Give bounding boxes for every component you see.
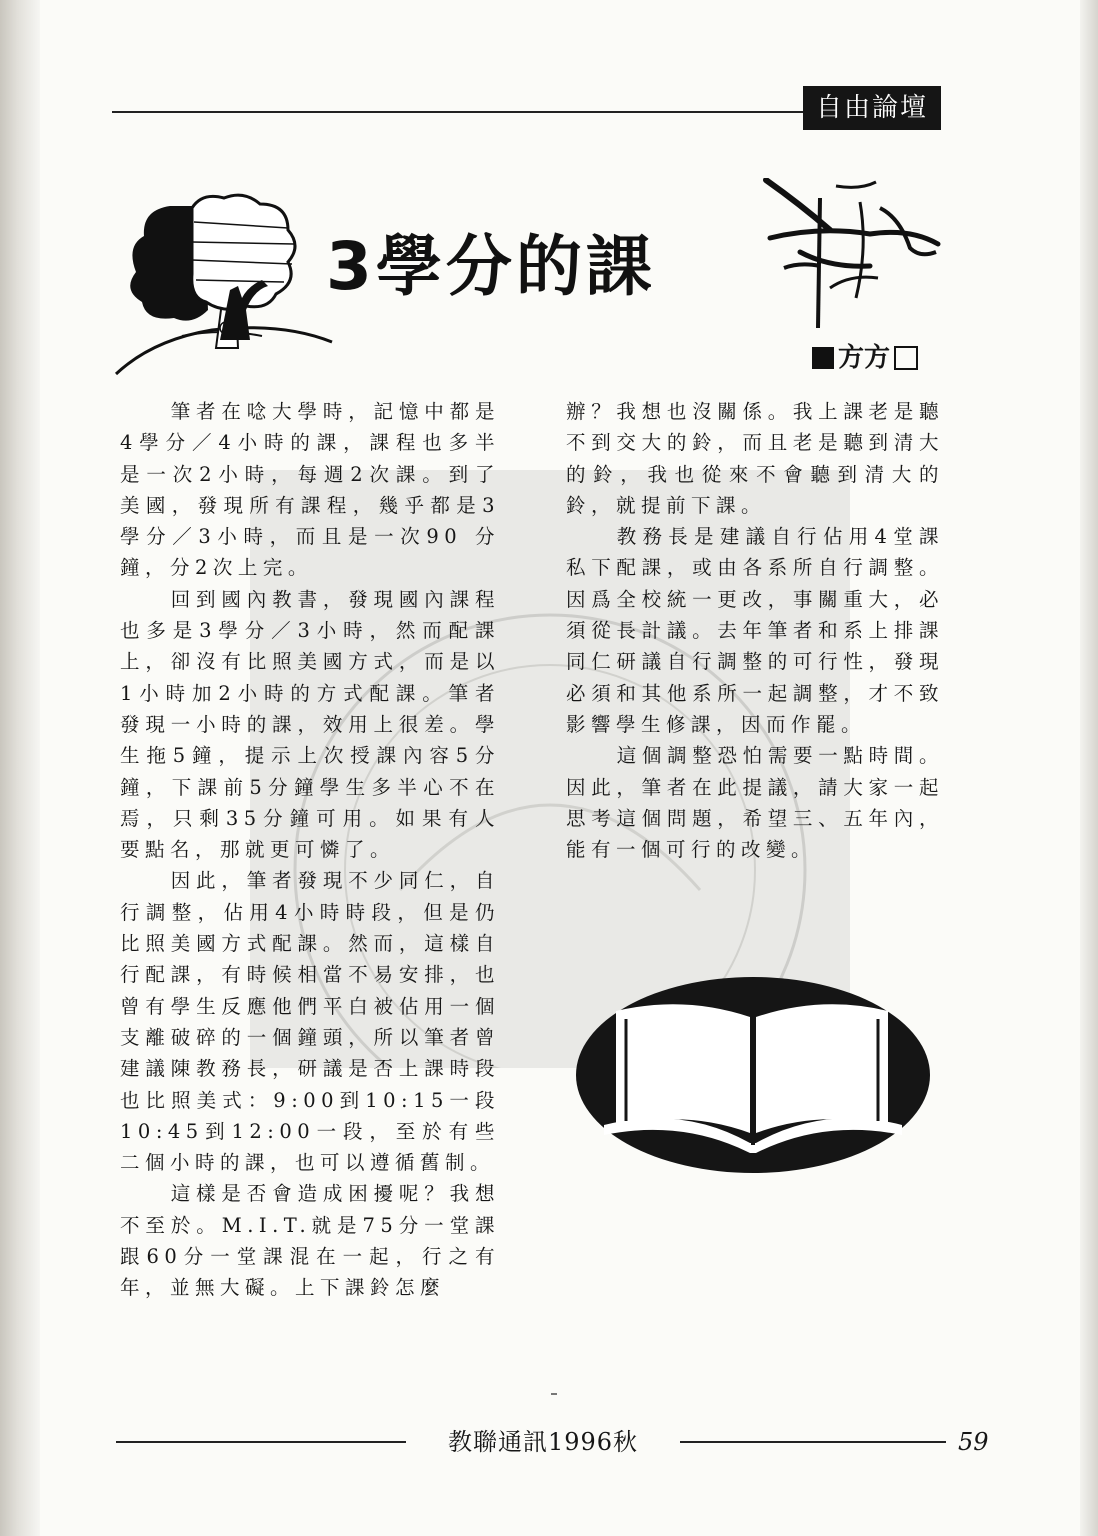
article-title: 3學分的課 (326, 228, 656, 305)
paragraph: 這個調整恐怕需要一點時間。因此，筆者在此提議，請大家一起思考這個問題，希望三、五年內，能有一個可行的改變。 (566, 744, 944, 862)
article-column-left (120, 396, 500, 1304)
paragraph: 這樣是否會造成困擾呢？我想不至於。M.I.T.就是75分一堂課跟60分一堂課混在一起，行之有年，並無大礙。上下課鈴怎麼 (120, 1182, 500, 1300)
scan-right-edge (1080, 0, 1098, 1536)
scan-binding-edge (0, 0, 40, 1536)
author-name: 方方 (838, 343, 891, 373)
tree-illustration-icon (112, 190, 334, 380)
open-book-icon (574, 975, 932, 1175)
author-byline (812, 341, 918, 375)
scan-speck (551, 1393, 557, 1395)
paragraph: 教務長是建議自行佔用4堂課私下配課，或由各系所自行調整。因爲全校統一更改，事關重大，必須從長計議。去年筆者和系上排課同仁研議自行調整的可行性，發現必須和其他系所一起調整，才不致影響學生修課，因而作罷。 (566, 525, 944, 736)
paragraph-continuation: 辦？我想也沒關係。我上課老是聽不到交大的鈴，而且老是聽到清大的鈴，我也從來不會聽到清大的鈴，就提前下課。 (566, 400, 944, 517)
filled-square-icon (812, 347, 834, 369)
page-number: 59 (958, 1428, 989, 1456)
section-tag: 自由論壇 (803, 86, 941, 130)
paragraph: 因此，筆者發現不少同仁，自行調整，佔用4小時時段，但是仍比照美國方式配課。然而，這樣自行配課，有時候相當不易安排，也曾有學生反應他們平白被佔用一個支離破碎的一個鐘頭，所以筆者曾建議陳教務長，研議是否上課時段也比照美式：9:00到10:15一段10:45到12:00一段，至於有些二個小時的課，也可以遵循舊制。 (120, 869, 500, 1175)
open-square-icon (894, 346, 918, 370)
footer-rule-right (680, 1441, 946, 1443)
header-rule (112, 111, 808, 113)
paragraph: 回到國內教書，發現國內課程也多是3學分／3小時，然而配課上，卻沒有比照美國方式，而是以1小時加2小時的方式配課。筆者發現一小時的課，效用上很差。學生拖5鐘，提示上次授課內容5分鐘，下課前5分鐘學生多半心不在焉，只剩35分鐘可用。如果有人要點名，那就更可憐了。 (120, 587, 500, 862)
article-column-right (566, 396, 944, 865)
paragraph: 筆者在唸大學時，記憶中都是4學分／4小時的課，課程也多半是一次2小時，每週2次課。到了美國，發現所有課程，幾乎都是3學分／3小時，而且是一次90 分鐘，分2次上完。 (120, 400, 500, 580)
publication-footer: 教聯通訊1996秋 (447, 1428, 639, 1456)
footer-rule-left (116, 1441, 406, 1443)
bamboo-illustration-icon (760, 178, 944, 328)
